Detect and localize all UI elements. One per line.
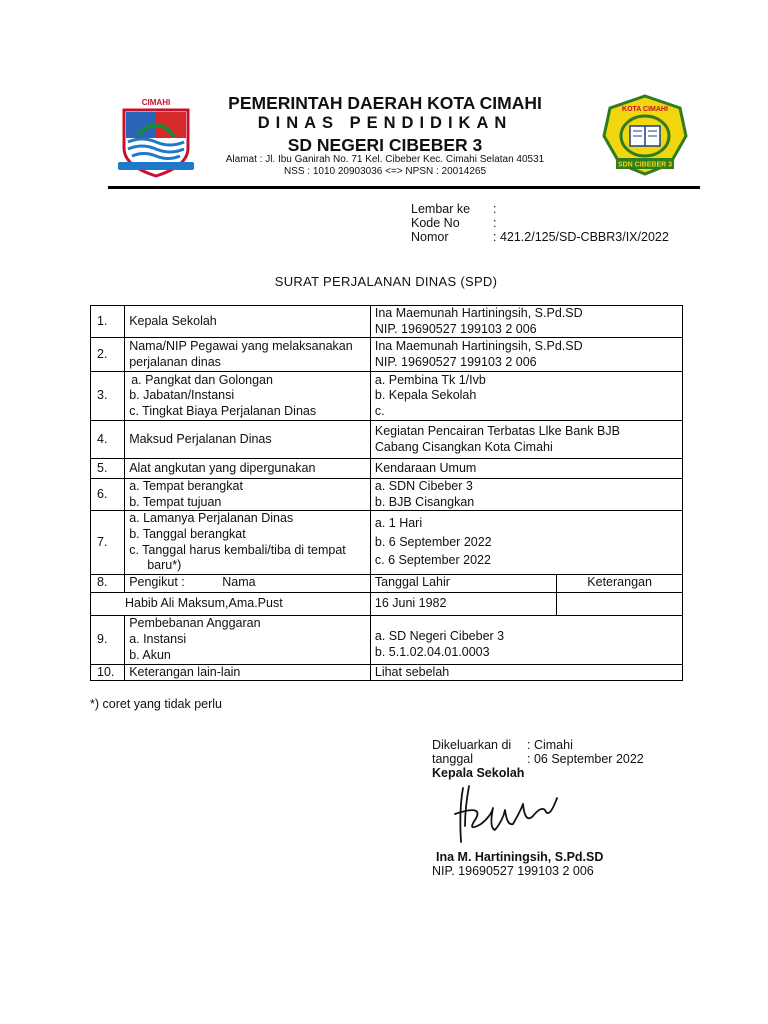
table-row bbox=[91, 574, 683, 592]
label-line: b. Tempat tujuan bbox=[129, 494, 222, 509]
row-number: 10. bbox=[91, 664, 125, 681]
value-line: c. 6 September 2022 bbox=[374, 553, 491, 568]
meta-lembar-label: Lembar ke bbox=[411, 202, 471, 216]
label-line: b. Akun bbox=[129, 647, 171, 662]
footnote: *) coret yang tidak perlu bbox=[90, 697, 223, 711]
label-line: a. Pangkat dan Golongan bbox=[131, 372, 273, 387]
table-row bbox=[91, 421, 683, 459]
label-line: perjalanan dinas bbox=[129, 354, 221, 369]
label-line: c. Tanggal harus kembali/tiba di tempat bbox=[129, 542, 346, 557]
table-row bbox=[91, 479, 683, 511]
row-value bbox=[370, 479, 682, 511]
pengikut-note bbox=[557, 592, 683, 615]
value-line: a. 1 Hari bbox=[374, 516, 423, 531]
issue-date-value: : 06 September 2022 bbox=[527, 752, 644, 766]
header-nss: NSS : 1010 20903036 <=> NPSN : 20014265 bbox=[283, 166, 487, 177]
issue-date bbox=[432, 752, 644, 766]
label-line: c. Tingkat Biaya Perjalanan Dinas bbox=[129, 403, 317, 418]
label-pengikut: Pengikut : bbox=[129, 575, 185, 590]
value-line: b. BJB Cisangkan bbox=[374, 494, 475, 509]
row-value: Kendaraan Umum bbox=[370, 459, 682, 479]
pengikut-name: Habib Ali Maksum,Ama.Pust bbox=[125, 595, 283, 610]
table-row bbox=[91, 511, 683, 574]
signatory-nip: NIP. 19690527 199103 2 006 bbox=[432, 864, 594, 878]
label-line: Pembebanan Anggaran bbox=[129, 616, 261, 631]
value-line: Ina Maemunah Hartiningsih, S.Pd.SD bbox=[374, 306, 583, 320]
value-line: Ina Maemunah Hartiningsih, S.Pd.SD bbox=[374, 339, 583, 354]
meta-kode bbox=[411, 216, 496, 230]
row-label: Kepala Sekolah bbox=[125, 306, 371, 338]
row-label bbox=[125, 615, 371, 664]
row-label bbox=[125, 479, 371, 511]
value-line: Cabang Cisangkan Kota Cimahi bbox=[374, 439, 553, 454]
row-value: Lihat sebelah bbox=[370, 664, 682, 681]
value-line: a. Pembina Tk 1/Ivb bbox=[374, 372, 486, 387]
pengikut-birthdate: 16 Juni 1982 bbox=[370, 592, 556, 615]
meta-lembar-value: : bbox=[493, 202, 497, 216]
header-school: SD NEGERI CIBEBER 3 bbox=[287, 135, 483, 155]
row-label bbox=[125, 511, 371, 574]
row-label: Alat angkutan yang dipergunakan bbox=[125, 459, 371, 479]
meta-nomor bbox=[411, 230, 669, 244]
issue-place-value: : Cimahi bbox=[527, 738, 573, 752]
svg-text:SDN CIBEBER 3: SDN CIBEBER 3 bbox=[617, 161, 673, 169]
label-line: b. Jabatan/Instansi bbox=[129, 388, 235, 403]
signature-image bbox=[445, 780, 575, 850]
row-label bbox=[125, 338, 371, 372]
row-number: 3. bbox=[91, 372, 125, 421]
document-title: SURAT PERJALANAN DINAS (SPD) bbox=[274, 274, 498, 289]
row-number: 1. bbox=[91, 306, 125, 338]
table-row bbox=[91, 306, 683, 338]
header-address: Alamat : Jl. Ibu Ganirah No. 71 Kel. Cibeber Kec. Cimahi Selatan 40531 bbox=[225, 154, 545, 165]
value-line: b. 5.1.02.04.01.0003 bbox=[374, 644, 490, 659]
row-label: Maksud Perjalanan Dinas bbox=[125, 421, 371, 459]
issue-place bbox=[432, 738, 573, 752]
header-department: DINAS PENDIDIKAN bbox=[257, 114, 513, 132]
value-line: b. 6 September 2022 bbox=[374, 534, 492, 549]
meta-nomor-value: : 421.2/125/SD-CBBR3/IX/2022 bbox=[493, 230, 669, 244]
table-row bbox=[91, 664, 683, 681]
svg-text:CIMAHI: CIMAHI bbox=[141, 98, 171, 107]
row-number: 2. bbox=[91, 338, 125, 372]
header-rule bbox=[108, 186, 700, 189]
row-number: 9. bbox=[91, 615, 125, 664]
row-number: 6. bbox=[91, 479, 125, 511]
column-tanggal-lahir: Tanggal Lahir bbox=[370, 574, 556, 592]
sdn-cibeber-logo bbox=[600, 94, 690, 176]
row-value bbox=[370, 421, 682, 459]
label-line: Nama/NIP Pegawai yang melaksanakan bbox=[129, 339, 353, 354]
spd-table bbox=[90, 305, 683, 681]
row-value bbox=[370, 338, 682, 372]
label-line: b. Tanggal berangkat bbox=[129, 526, 246, 541]
header-government: PEMERINTAH DAERAH KOTA CIMAHI bbox=[228, 93, 542, 113]
svg-text:KOTA CIMAHI: KOTA CIMAHI bbox=[622, 106, 668, 113]
value-line: Kegiatan Pencairan Terbatas Llke Bank BJB bbox=[374, 424, 620, 439]
meta-nomor-label: Nomor bbox=[411, 230, 449, 244]
label-line: baru*) bbox=[147, 558, 182, 573]
signatory-name: Ina M. Hartiningsih, S.Pd.SD bbox=[436, 850, 604, 864]
table-row bbox=[91, 592, 683, 615]
column-keterangan: Keterangan bbox=[557, 574, 683, 592]
value-line: NIP. 19690527 199103 2 006 bbox=[374, 354, 537, 369]
value-line: NIP. 19690527 199103 2 006 bbox=[374, 321, 537, 336]
row-label bbox=[125, 574, 371, 592]
row-value bbox=[370, 511, 682, 574]
meta-lembar bbox=[411, 202, 496, 216]
value-line: b. Kepala Sekolah bbox=[374, 388, 477, 403]
meta-kode-value: : bbox=[493, 216, 497, 230]
row-number: 8. bbox=[91, 574, 125, 592]
row-label: Keterangan lain-lain bbox=[125, 664, 371, 681]
value-line: a. SD Negeri Cibeber 3 bbox=[374, 629, 505, 644]
label-line: a. Instansi bbox=[129, 631, 187, 646]
label-line: a. Tempat berangkat bbox=[129, 479, 243, 494]
table-row bbox=[91, 372, 683, 421]
row-label bbox=[125, 372, 371, 421]
table-row bbox=[91, 338, 683, 372]
value-line: c. bbox=[374, 403, 385, 418]
row-value bbox=[370, 372, 682, 421]
row-value bbox=[370, 306, 682, 338]
row-number: 5. bbox=[91, 459, 125, 479]
cimahi-city-logo bbox=[114, 96, 198, 180]
row-value bbox=[370, 615, 682, 664]
pengikut-name-cell bbox=[91, 592, 371, 615]
value-line: a. SDN Cibeber 3 bbox=[374, 479, 473, 494]
issue-place-label: Dikeluarkan di bbox=[432, 738, 512, 752]
label-line: a. Lamanya Perjalanan Dinas bbox=[129, 511, 294, 526]
meta-kode-label: Kode No bbox=[411, 216, 460, 230]
table-row bbox=[91, 615, 683, 664]
column-nama: Nama bbox=[222, 575, 256, 590]
table-row bbox=[91, 459, 683, 479]
issue-date-label: tanggal bbox=[432, 752, 474, 766]
issue-position: Kepala Sekolah bbox=[432, 766, 525, 780]
row-number: 4. bbox=[91, 421, 125, 459]
row-number: 7. bbox=[91, 511, 125, 574]
